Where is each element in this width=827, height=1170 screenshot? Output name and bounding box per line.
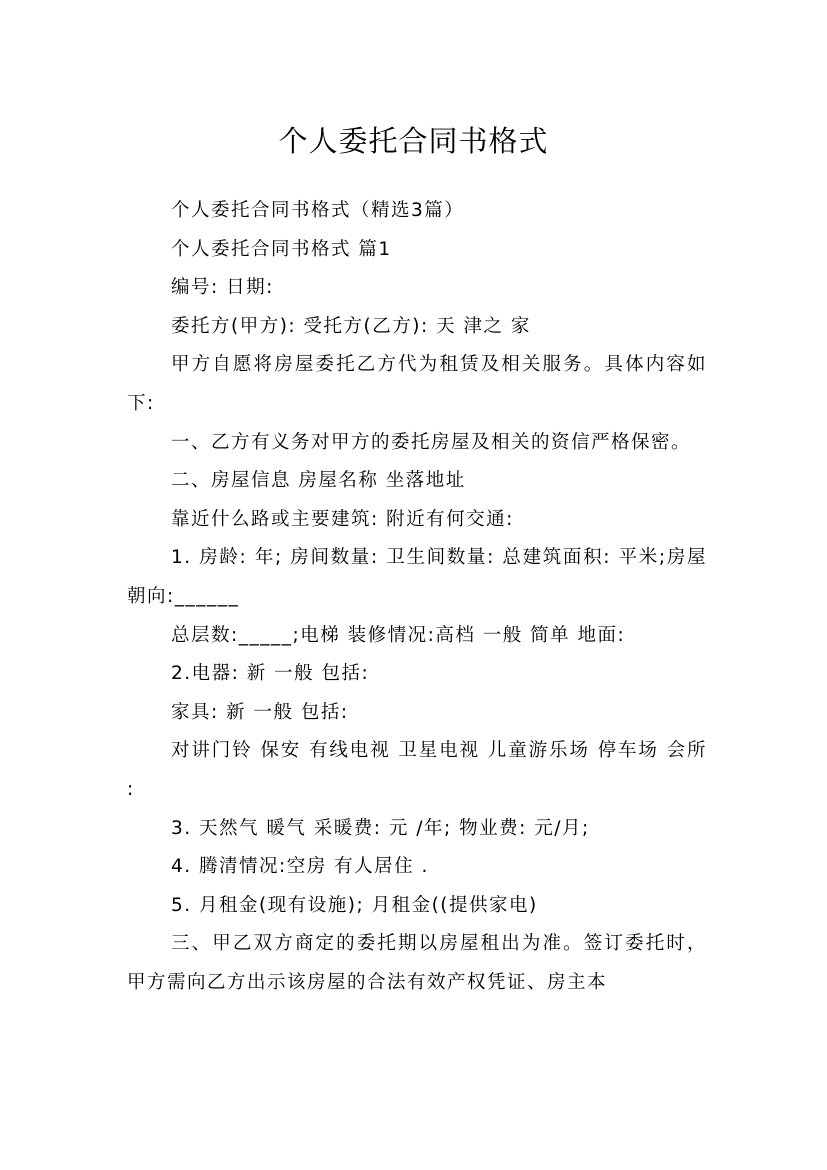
paragraph-clause-3: 三、甲乙双方商定的委托期以房屋租出为准。签订委托时，甲方需向乙方出示该房屋的合法有效产权凭证、房主本	[127, 933, 707, 993]
paragraph-house-age: 1. 房龄: 年; 房间数量: 卫生间数量: 总建筑面积: 平米;房屋朝向:______	[127, 547, 707, 607]
paragraph-rent: 5. 月租金(现有设施); 月租金((提供家电)	[171, 894, 538, 916]
paragraph-subtitle: 个人委托合同书格式（精选3篇）	[171, 200, 465, 221]
paragraph-utilities: 3. 天然气 暖气 采暖费: 元 /年; 物业费: 元/月;	[171, 817, 590, 839]
paragraph-clause-1: 一、乙方有义务对甲方的委托房屋及相关的资信严格保密。	[171, 431, 692, 453]
paragraph-parties: 委托方(甲方): 受托方(乙方): 天 津之 家	[171, 315, 531, 337]
paragraph-furniture: 家具: 新 一般 包括:	[171, 701, 349, 723]
paragraph-clause-2: 二、房屋信息 房屋名称 坐落地址	[171, 470, 466, 492]
paragraph-number-date: 编号: 日期:	[171, 277, 274, 299]
paragraph-floors: 总层数:_____;电梯 装修情况:高档 一般 简单 地面:	[171, 624, 626, 646]
paragraph-intro: 甲方自愿将房屋委托乙方代为租赁及相关服务。具体内容如下:	[127, 354, 707, 414]
paragraph-location: 靠近什么路或主要建筑: 附近有何交通:	[171, 508, 514, 530]
paragraph-facilities: 对讲门铃 保安 有线电视 卫星电视 儿童游乐场 停车场 会所 :	[127, 740, 707, 800]
document-title: 个人委托合同书格式	[278, 124, 549, 159]
paragraph-appliances: 2.电器: 新 一般 包括:	[171, 663, 370, 685]
paragraph-section-heading: 个人委托合同书格式 篇1	[171, 238, 392, 260]
document-body	[127, 192, 707, 1002]
paragraph-occupancy: 4. 腾清情况:空房 有人居住 .	[171, 856, 429, 878]
